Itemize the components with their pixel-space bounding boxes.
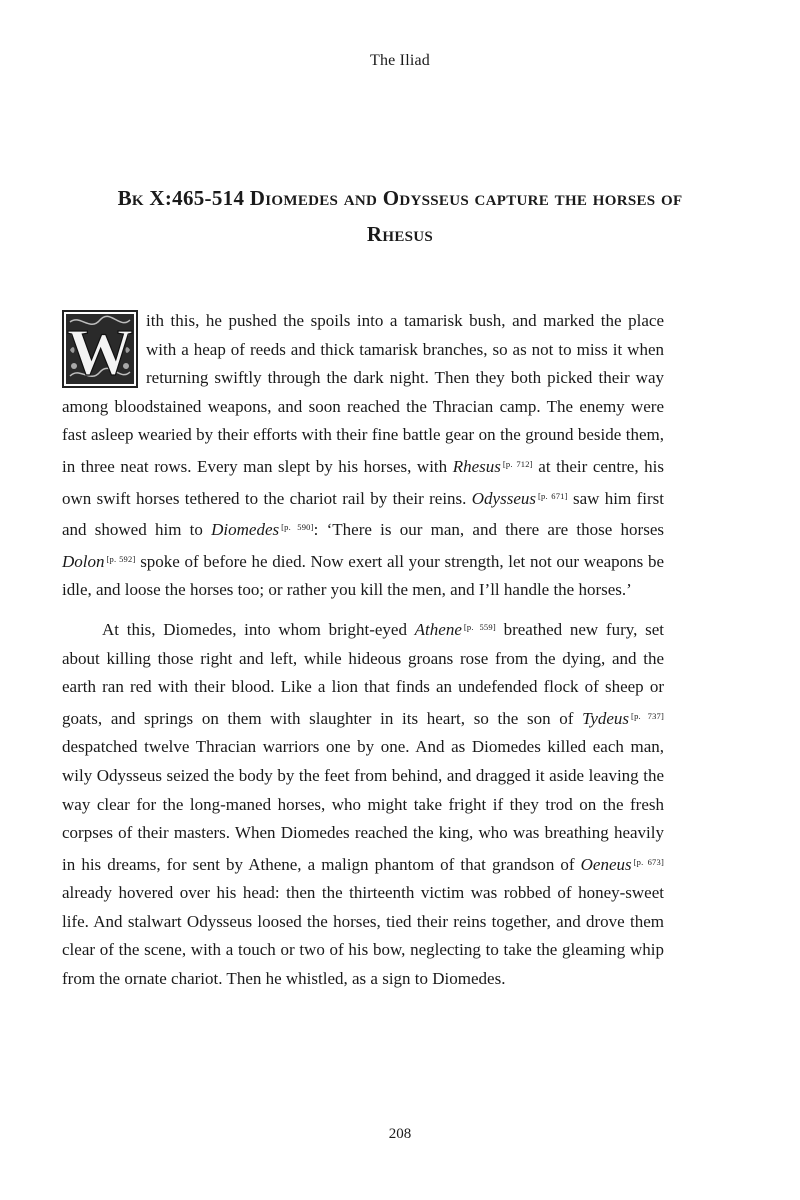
text-run: breathed new fury, set about killing those right and left, while hideous groans rose from the dying, and the earth ran red with their blood. Like a lion that finds an undefended flock of sheep or goats, and springs on them with slaughter in its heart, so the son of [62,619,664,728]
body-text [62,307,664,994]
page-ref-oeneus: [p. 673] [633,856,664,867]
name-athene: Athene [414,619,462,639]
text-run: saw him first and showed him to [62,488,665,540]
decorated-initial [62,310,138,388]
name-oeneus: Oeneus [580,854,632,874]
paragraph-1 [62,307,664,605]
text-run: : ‘There is our man, and there are those horses [313,520,664,540]
name-dolon: Dolon [62,551,105,571]
text-run: despatched twelve Thracian warriors one by one. And as Diomedes killed each man, wily Odysseus seized the body by the feet from behind, and dragged it aside leaving the way clear for the long-maned horses, who might take fright if they trod on the fresh corpses of their masters. When Diomedes reached the king, who was breathing heavily in his dreams, for sent by Athene, a malign phantom of that grandson of [62,737,664,874]
page-ref-rhesus: [p. 712] [502,458,533,469]
page-ref-tydeus: [p. 737] [631,710,664,721]
page-ref-diomedes: [p. 590] [281,522,314,533]
name-rhesus: Rhesus [452,456,501,476]
name-odysseus: Odysseus [471,488,536,508]
text-run: already hovered over his head: then the thirteenth victim was robbed of honey-sweet life. And stalwart Odysseus loosed the horses, tied their reins together, and drove them clear of the scene, with a touch or two of his bow, neglecting to take the gleaming whip from the ornate chariot. Then he whistled, as a sign to Diomedes. [62,883,664,989]
ornamental-initial-image [62,310,138,388]
name-diomedes: Diomedes [211,520,280,540]
page-number: 208 [388,1126,412,1142]
text-run: At this, Diomedes, into whom bright-eyed [102,619,415,639]
running-head: The Iliad [370,52,430,69]
page-ref-odysseus: [p. 671] [538,490,568,501]
section-heading: Bk X:465-514 Diomedes and Odysseus capture the horses of Rhesus [117,186,683,246]
initial-letter: W [67,316,133,388]
text-run: spoke of before he died. Now exert all your strength, let not our weapons be idle, and loose the horses too; or rather you kill the men, and I’ll handle the horses.’ [62,551,665,600]
name-tydeus: Tydeus [582,708,630,728]
paragraph-2 [62,613,664,994]
page-ref-dolon: [p. 592] [106,553,136,564]
page-ref-athene: [p. 559] [463,621,496,632]
text-run: ith this, he pushed the spoils into a tamarisk bush, and marked the place with a heap of reeds and thick tamarisk branches, so as not to miss it when returning swiftly through the dark night. Then they both picked their way among bloodstained weapons, and soon reached the Thracian camp. The enemy were fast asleep wearied by their efforts with their fine battle gear on the ground beside them, in three neat rows. Every man slept by his horses, with [62,311,664,476]
text-run: at their centre, his own swift horses tethered to the chariot rail by their reins. [62,456,664,508]
